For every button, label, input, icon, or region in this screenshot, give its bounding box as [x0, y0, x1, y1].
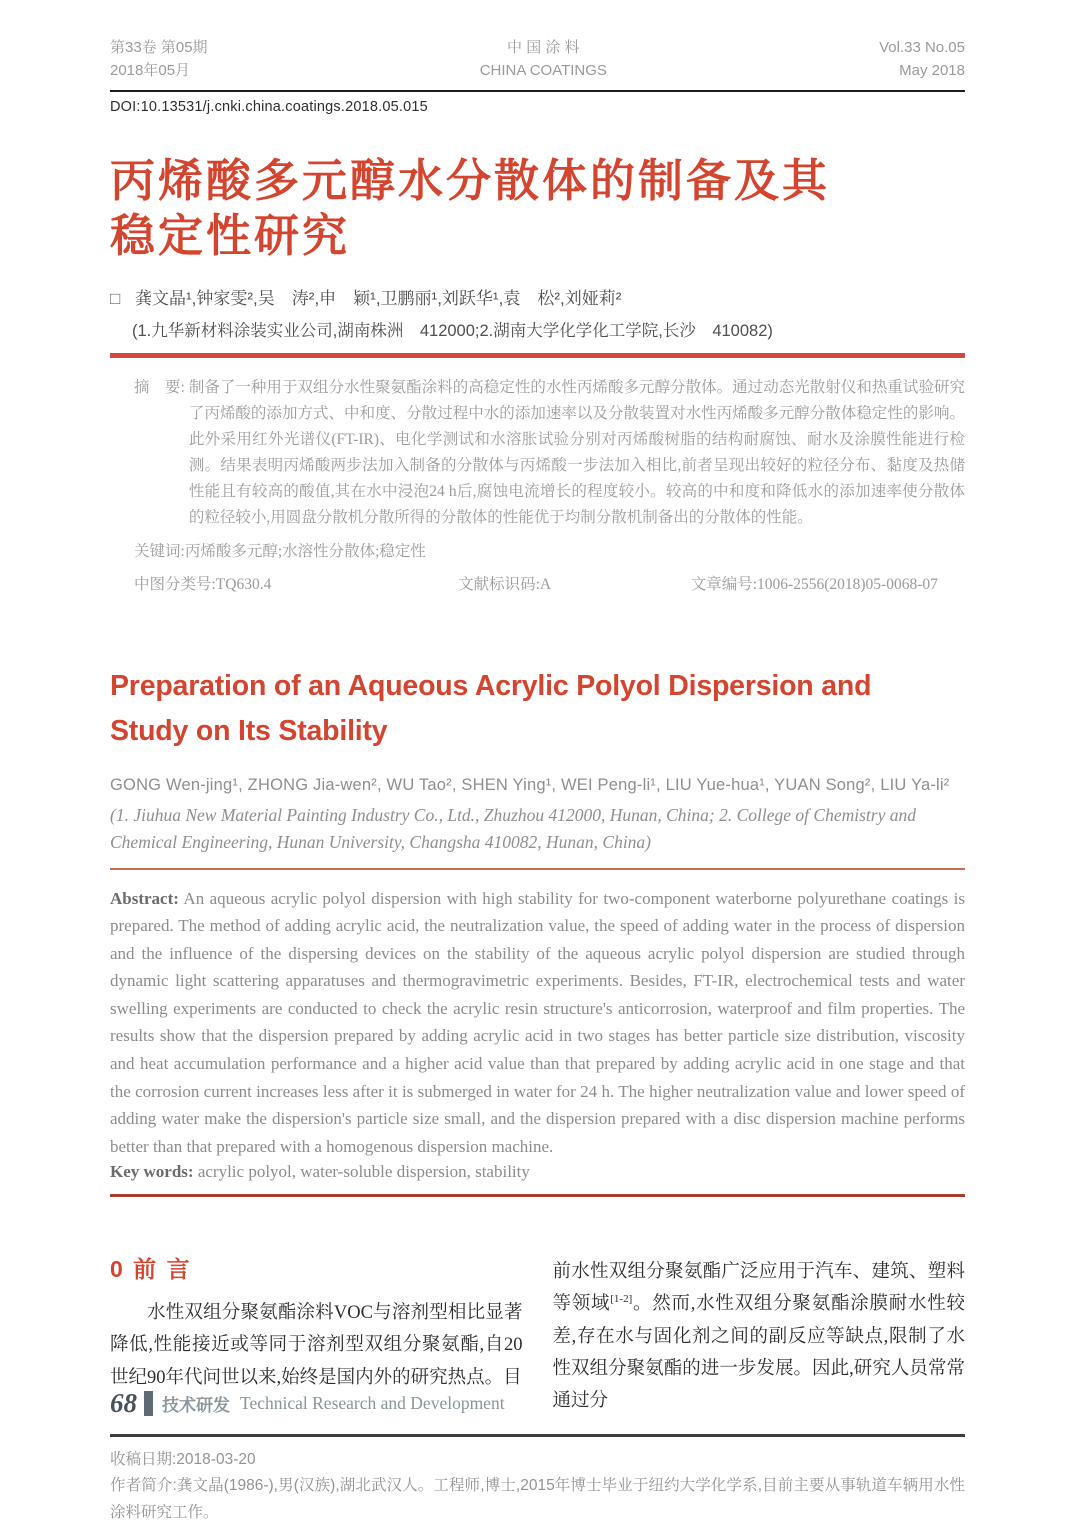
keywords-en-text: acrylic polyol, water-soluble dispersion, stability — [193, 1162, 530, 1182]
clc-number: 中图分类号:TQ630.4 — [134, 576, 272, 594]
abstract-cn — [110, 375, 965, 531]
footer-section-cn: 技术研发 — [162, 1396, 230, 1415]
journal-name-en: CHINA COATINGS — [479, 62, 607, 80]
journal-name — [480, 36, 607, 83]
abstract-en-text: An aqueous acrylic polyol dispersion with high stability for two-component waterborne polyurethane coatings is prepared. The method of adding acrylic acid, the neutralization value, the speed of adding water in the process of dispersion and the influence of the dispersing devices on the stability of the aqueous acrylic polyol dispersion are studied through dynamic light scattering apparatuses and thermogravimetric experiments. Besides, FT-IR, electrochemical tests and water swelling experiments are conducted to check the acrylic resin structure's anticorrosion, waterproof and film properties. The results show that the dispersion prepared by adding acrylic acid in two stages has better particle size distribution, viscosity and heat accumulation performance and a higher acid value than that prepared by adding acrylic acid in one stage and that the corrosion current increases less after it is submerged in water for 24 h. The higher neutralization value and lower speed of adding water make the dispersion's particle size small, and the dispersion prepared with a disc dispersion machine performs better than that prepared with a homogenous dispersion machine. — [110, 888, 965, 1156]
abstract-en — [110, 885, 965, 1160]
article-title-cn-line1: 丙烯酸多元醇水分散体的制备及其 — [110, 154, 831, 206]
thin-red-divider — [110, 868, 965, 870]
author-bio: 作者简介:龚文晶(1986-),男(汉族),湖北武汉人。工程师,博士,2015年博士毕业于纽约大学化学系,目前主要从事轨道车辆用水性涂料研究工作。 — [110, 1477, 965, 1521]
keywords-cn-text: 丙烯酸多元醇;水溶性分散体;稳定性 — [184, 543, 426, 561]
article-title-cn-line2: 稳定性研究 — [110, 210, 351, 262]
keywords-cn — [110, 539, 965, 561]
issue-info-en — [879, 36, 965, 83]
abstract-en-label: Abstract: — [110, 888, 179, 908]
keywords-en-label: Key words: — [110, 1162, 194, 1182]
issue-info — [110, 36, 208, 83]
date-cn: 2018年05月 — [110, 62, 191, 80]
article-id: 文章编号:1006-2556(2018)05-0068-07 — [690, 576, 938, 594]
affiliation-cn: (1.九华新材料涂装实业公司,湖南株洲 412000;2.湖南大学化学化工学院,长沙 410082) — [132, 322, 773, 341]
author-marker-square: □ — [110, 289, 121, 309]
doi: DOI:10.13531/j.cnki.china.coatings.2018.05.015 — [110, 98, 428, 115]
abstract-cn-text: 制备了一种用于双组分水性聚氨酯涂料的高稳定性的水性丙烯酸多元醇分散体。通过动态光散射仪和热重试验研究了丙烯酸的添加方式、中和度、分散过程中水的添加速率以及分散装置对水性丙烯酸多元醇分散体稳定性的影响。此外采用红外光谱仪(FT-IR)、电化学测试和水溶胀试验分别对丙烯酸树脂的结构耐腐蚀、耐水及涂膜性能进行检测。结果表明丙烯酸两步法加入制备的分散体与丙烯酸一步法加入相比,前者呈现出较好的粒径分布、黏度及热储性能且有较高的酸值,其在水中浸泡24 h后,腐蚀电流增长的程度较小。较高的中和度和降低水的添加速率使分散体的粒径较小,用圆盘分散机分散所得的分散体的性能优于均制分散机制备出的分散体的性能。 — [188, 379, 965, 527]
date-en: May 2018 — [899, 62, 965, 80]
article-title-en — [110, 664, 965, 754]
keywords-en — [110, 1162, 965, 1182]
document-code: 文献标识码:A — [458, 576, 552, 594]
journal-masthead — [110, 36, 965, 92]
authors-cn — [110, 284, 965, 309]
intro-right-text-pre: 前水性双组分聚氨酯广泛应用于汽车、建筑、塑料等领域 — [552, 1262, 965, 1315]
volume-issue-cn: 第33卷 第05期 — [110, 39, 208, 56]
abstract-cn-label: 摘 要: — [134, 379, 185, 397]
received-date: 收稿日期:2018-03-20 — [110, 1451, 256, 1469]
footnote — [110, 1437, 965, 1526]
article-title-en-line1: Preparation of an Aqueous Acrylic Polyol Dispersion and — [110, 670, 872, 703]
article-title-cn — [110, 153, 965, 265]
section-heading: 0 前 言 — [110, 1256, 192, 1283]
page-footer — [110, 1388, 965, 1419]
volume-issue-en: Vol.33 No.05 — [879, 39, 965, 56]
affiliation-en: (1. Jiuhua New Material Painting Industry Co., Ltd., Zhuzhou 412000, Hunan, China; 2. College of Chemistry and Chemical Engineering, Hunan University, Changsha 410082, Hunan, China) — [110, 805, 916, 852]
red-divider — [110, 353, 965, 358]
keywords-cn-label: 关键词: — [134, 543, 185, 561]
classification-row — [110, 572, 965, 594]
footer-bar-icon — [144, 1391, 153, 1416]
author-names-cn: 龚文晶¹,钟家雯²,吴 涛²,申 颖¹,卫鹏丽¹,刘跃华¹,袁 松²,刘娅莉² — [135, 289, 622, 309]
intro-right-text-post: 。然而,水性双组分聚氨酯涂膜耐水性较差,存在水与固化剂之间的副反应等缺点,限制了水性双组分聚氨酯的进一步发展。因此,研究人员常常通过分 — [552, 1294, 965, 1411]
footer-section-en: Technical Research and Development — [240, 1393, 505, 1413]
dark-red-divider — [110, 1194, 965, 1197]
authors-en: GONG Wen-jing¹, ZHONG Jia-wen², WU Tao², SHEN Ying¹, WEI Peng-li¹, LIU Yue-hua¹, YUAN Song², LIU Ya-li² — [110, 776, 950, 795]
article-title-en-line2: Study on Its Stability — [110, 715, 388, 748]
page-number: 68 — [110, 1388, 137, 1418]
journal-name-cn: 中 国 涂 料 — [507, 39, 580, 56]
citation-superscript: [1-2] — [610, 1293, 633, 1306]
intro-paragraph-left: 水性双组分聚氨酯涂料VOC与溶剂型相比显著降低,性能接近或等同于溶剂型双组分聚氨酯,自20世纪90年代问世以来,始终是国内外的研究热点。目 — [110, 1303, 523, 1388]
